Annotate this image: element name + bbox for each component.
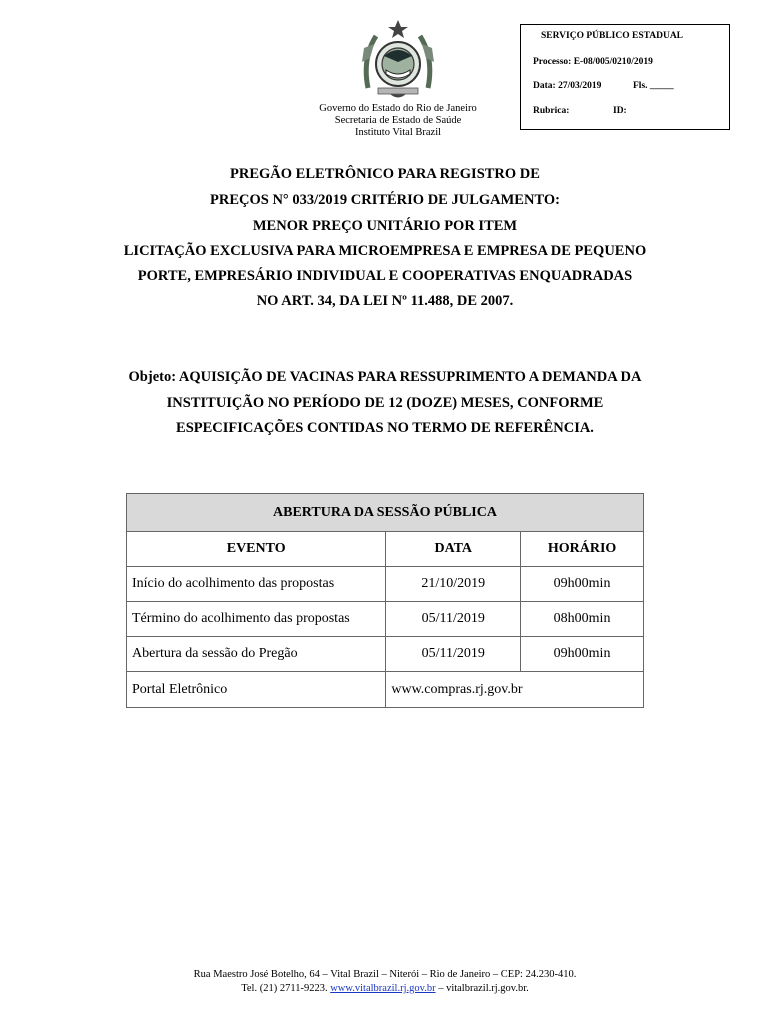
table-title-row bbox=[127, 494, 644, 532]
cell-portal-value: www.compras.rj.gov.br bbox=[386, 672, 644, 708]
title-line-2: PREÇOS N° 033/2019 CRITÉRIO DE JULGAMENTO: bbox=[210, 192, 560, 208]
process-stamp-box bbox=[520, 24, 730, 130]
table-row-portal bbox=[127, 672, 644, 708]
cell-evento: Término do acolhimento das propostas bbox=[127, 602, 386, 637]
footer-tel: Tel. (21) 2711-9223. bbox=[241, 983, 328, 994]
title-line-5: PORTE, EMPRESÁRIO INDIVIDUAL E COOPERATIVAS ENQUADRADAS bbox=[137, 268, 633, 284]
session-schedule-table bbox=[126, 493, 644, 708]
stamp-data: Data: 27/03/2019 bbox=[533, 81, 602, 91]
objeto-line-3: ESPECIFICAÇÕES CONTIDAS NO TERMO DE REFERÊNCIA. bbox=[176, 420, 594, 436]
stamp-rubrica: Rubrica: bbox=[533, 106, 570, 116]
footer-rest: – vitalbrazil.rj.gov.br. bbox=[438, 983, 529, 994]
stamp-fls: Fls. _____ bbox=[633, 81, 674, 91]
gov-line-secretariat: Secretaria de Estado de Saúde bbox=[334, 115, 462, 126]
table-row bbox=[127, 637, 644, 672]
stamp-processo: Processo: E-08/005/0210/2019 bbox=[533, 57, 653, 67]
coat-of-arms-logo bbox=[360, 18, 436, 104]
footer-contact bbox=[0, 983, 770, 994]
footer-address: Rua Maestro José Botelho, 64 – Vital Brazil – Niterói – Rio de Janeiro – CEP: 24.230-410. bbox=[193, 969, 577, 980]
table-header-row bbox=[127, 532, 644, 567]
table-title: ABERTURA DA SESSÃO PÚBLICA bbox=[127, 494, 644, 532]
title-line-4: LICITAÇÃO EXCLUSIVA PARA MICROEMPRESA E EMPRESA DE PEQUENO bbox=[123, 243, 647, 259]
header-horario: HORÁRIO bbox=[521, 532, 644, 567]
cell-evento: Abertura da sessão do Pregão bbox=[127, 637, 386, 672]
cell-data: 05/11/2019 bbox=[386, 602, 521, 637]
cell-horario: 08h00min bbox=[521, 602, 644, 637]
cell-evento: Início do acolhimento das propostas bbox=[127, 567, 386, 602]
table-row bbox=[127, 567, 644, 602]
header-evento: EVENTO bbox=[127, 532, 386, 567]
stamp-title: SERVIÇO PÚBLICO ESTADUAL bbox=[541, 31, 684, 41]
cell-horario: 09h00min bbox=[521, 637, 644, 672]
title-line-1: PREGÃO ELETRÔNICO PARA REGISTRO DE bbox=[230, 166, 540, 182]
footer-website-link[interactable]: www.vitalbrazil.rj.gov.br bbox=[330, 983, 436, 994]
cell-horario: 09h00min bbox=[521, 567, 644, 602]
cell-data: 21/10/2019 bbox=[386, 567, 521, 602]
title-line-6: NO ART. 34, DA LEI Nº 11.488, DE 2007. bbox=[256, 293, 514, 309]
table-row bbox=[127, 602, 644, 637]
gov-line-institute: Instituto Vital Brazil bbox=[354, 127, 442, 138]
gov-line-state: Governo do Estado do Rio de Janeiro bbox=[319, 103, 477, 114]
cell-data: 05/11/2019 bbox=[386, 637, 521, 672]
objeto-line-1: Objeto: AQUISIÇÃO DE VACINAS PARA RESSUPRIMENTO A DEMANDA DA bbox=[128, 369, 642, 385]
stamp-id: ID: bbox=[613, 106, 627, 116]
objeto-line-2: INSTITUIÇÃO NO PERÍODO DE 12 (DOZE) MESES, CONFORME bbox=[166, 395, 604, 411]
header-data: DATA bbox=[386, 532, 521, 567]
cell-portal-label: Portal Eletrônico bbox=[127, 672, 386, 708]
title-line-3: MENOR PREÇO UNITÁRIO POR ITEM bbox=[252, 218, 518, 234]
